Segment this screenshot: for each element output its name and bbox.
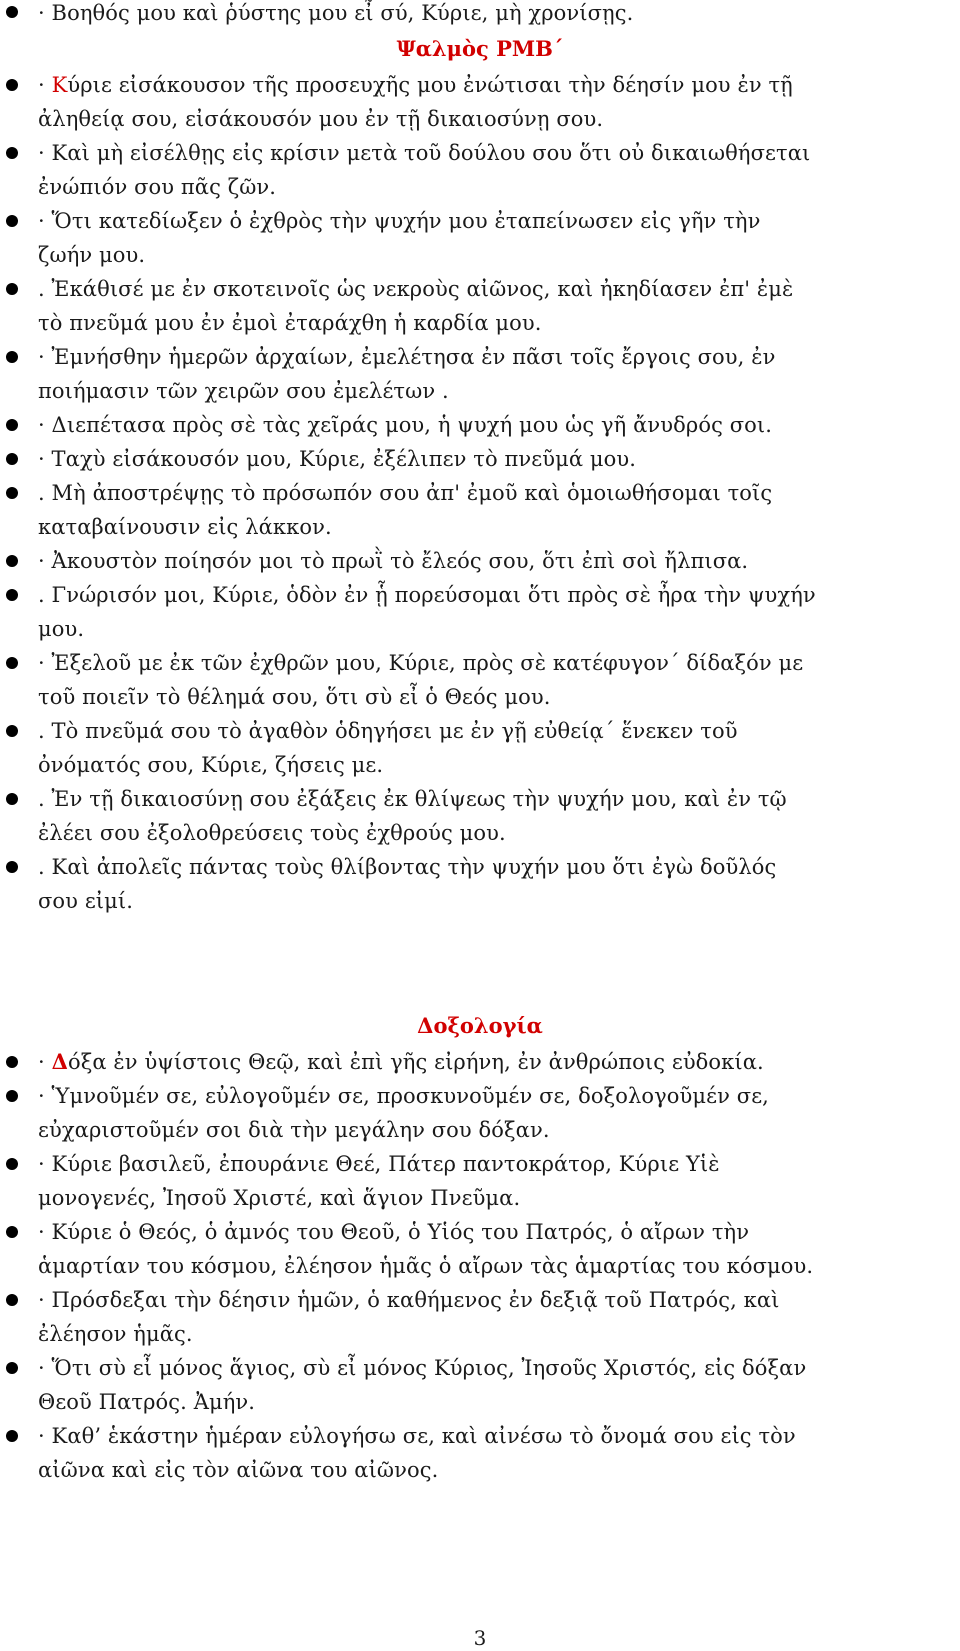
verse-line: · Ὑμνοῦμέν σε, εὐλογοῦμέν σε, προσκυνοῦμέν σε, δοξολογοῦμέν σε, <box>38 1084 769 1108</box>
list-item <box>38 646 958 714</box>
verse-line-continued: ἀληθείᾳ σου, εἰσάκουσόν μου ἐν τῇ δικαιοσύνῃ σου. <box>38 107 604 131</box>
list-item <box>38 408 958 442</box>
bullet-icon <box>6 1090 18 1102</box>
list-item <box>38 272 958 340</box>
verse-line: · Καὶ μὴ εἰσέλθῃς εἰς κρίσιν μετὰ τοῦ δούλου σου ὅτι οὐ δικαιωθήσεται <box>38 141 811 165</box>
verse-line-continued: τὸ πνεῦμά μου ἐν ἐμοὶ ἐταράχθη ἡ καρδία μου. <box>38 311 542 335</box>
verse-line-continued: μου. <box>38 617 85 641</box>
verse-line-continued: καταβαίνουσιν εἰς λάκκον. <box>38 515 332 539</box>
verse-line: · Ταχὺ εἰσάκουσόν μου, Κύριε, ἐξέλιπεν τὸ πνεῦμά μου. <box>38 447 637 471</box>
verse-line: · Καθ’ ἑκάστην ἡμέραν εὐλογήσω σε, καὶ αἰνέσω τὸ ὄνομά σου εἰς τὸν <box>38 1424 796 1448</box>
drop-cap: Δ <box>51 1049 68 1074</box>
bullet-icon <box>6 453 18 465</box>
bullet-icon <box>6 725 18 737</box>
list-item <box>38 476 958 544</box>
verse-line: · Κύριε εἰσάκουσον τῆς προσευχῆς μου ἐνώτισαι τὴν δέησίν μου ἐν τῇ <box>38 73 793 97</box>
list-item <box>38 136 958 204</box>
list-item <box>38 0 958 30</box>
verse-line: · Δόξα ἐν ὑψίστοις Θεῷ, καὶ ἐπὶ γῆς εἰρήνη, ἐν ἀνθρώποις εὐδοκία. <box>38 1049 764 1074</box>
list-item <box>38 1283 958 1351</box>
list-item <box>38 442 958 476</box>
list-item <box>38 1419 958 1487</box>
verse-line-continued: Θεοῦ Πατρός. Ἀμήν. <box>38 1390 256 1414</box>
bullet-icon <box>6 79 18 91</box>
bullet-icon <box>6 589 18 601</box>
psalm-verse-list <box>38 68 958 918</box>
list-item <box>38 68 958 136</box>
verse-line: . Τὸ πνεῦμά σου τὸ ἀγαθὸν ὁδηγήσει με ἐν γῇ εὐθείᾳ΄ ἕνεκεν τοῦ <box>38 719 738 743</box>
verse-line: · Ὅτι σὺ εἶ μόνος ἅγιος, σὺ εἶ μόνος Κύριος, Ἰησοῦς Χριστός, εἰς δόξαν <box>38 1356 807 1380</box>
list-item <box>38 1079 958 1147</box>
verse-line-continued: τοῦ ποιεῖν τὸ θέλημά σου, ὅτι σὺ εἶ ὁ Θεός μου. <box>38 685 551 709</box>
verse-line: · Ὅτι κατεδίωξεν ὁ ἐχθρὸς τὴν ψυχήν μου ἐταπείνωσεν εἰς γῆν τὴν <box>38 209 761 233</box>
bullet-icon <box>6 861 18 873</box>
list-item <box>38 544 958 578</box>
drop-cap: Κ <box>51 73 68 97</box>
bullet-icon <box>6 1362 18 1374</box>
verse-line: . Ἐκάθισέ με ἐν σκοτεινοῖς ὡς νεκροὺς αἰῶνος, καὶ ἠκηδίασεν ἐπ' ἐμὲ <box>38 277 794 301</box>
bullet-icon <box>6 555 18 567</box>
verse-line-continued: ἐλέει σου ἐξολοθρεύσεις τοὺς ἐχθρούς μου. <box>38 821 506 845</box>
verse-line-continued: ἁμαρτίαν του κόσμου, ἐλέησον ἡμᾶς ὁ αἴρων τὰς ἁμαρτίας του κόσμου. <box>38 1254 814 1278</box>
bullet-icon <box>6 1158 18 1170</box>
verse-line-continued: ἐνώπιόν σου πᾶς ζῶν. <box>38 175 277 199</box>
verse-line: . Γνώρισόν μοι, Κύριε, ὁδὸν ἐν ᾗ πορεύσομαι ὅτι πρὸς σὲ ἦρα τὴν ψυχήν <box>38 583 816 607</box>
list-item <box>38 850 958 918</box>
bullet-icon <box>6 793 18 805</box>
doxology-verse-list <box>38 1045 958 1487</box>
bullet-icon <box>6 215 18 227</box>
list-item <box>38 714 958 782</box>
bullet-icon <box>6 1294 18 1306</box>
verse-line-continued: ποιήμασιν τῶν χειρῶν σου ἐμελέτων . <box>38 379 449 403</box>
verse-line: . Μὴ ἀποστρέψῃς τὸ πρόσωπόν σου ἀπ' ἐμοῦ καὶ ὁμοιωθήσομαι τοῖς <box>38 481 773 505</box>
verse-line-continued: εὐχαριστοῦμέν σοι διὰ τὴν μεγάλην σου δόξαν. <box>38 1118 550 1142</box>
list-item <box>38 1147 958 1215</box>
bullet-icon <box>6 1226 18 1238</box>
bullet-icon <box>6 1056 18 1068</box>
bullet-icon <box>6 657 18 669</box>
bullet-icon <box>6 351 18 363</box>
verse-line-continued: σου εἰμί. <box>38 889 133 913</box>
verse-line-continued: ζωήν μου. <box>38 243 146 267</box>
verse-line: · Ἐξελοῦ με ἐκ τῶν ἐχθρῶν μου, Κύριε, πρὸς σὲ κατέφυγον΄ δίδαξόν με <box>38 651 804 675</box>
list-item <box>38 340 958 408</box>
verse-line: · Κύριε βασιλεῦ, ἐπουράνιε Θεέ, Πάτερ παντοκράτορ, Κύριε Υἱὲ <box>38 1152 720 1176</box>
list-item <box>38 204 958 272</box>
list-item <box>38 782 958 850</box>
verse-line: · Κύριε ὁ Θεός, ὁ ἀμνός του Θεοῦ, ὁ Υἱός του Πατρός, ὁ αἴρων τὴν <box>38 1220 750 1244</box>
verse-line-continued: μονογενές, Ἰησοῦ Χριστέ, καὶ ἅγιον Πνεῦμα. <box>38 1186 521 1210</box>
verse-line-continued: ἐλέησον ἡμᾶς. <box>38 1322 193 1346</box>
verse-line: · Πρόσδεξαι τὴν δέησιν ἡμῶν, ὁ καθήμενος ἐν δεξιᾷ τοῦ Πατρός, καὶ <box>38 1288 780 1312</box>
bullet-icon <box>6 147 18 159</box>
bullet-icon <box>6 487 18 499</box>
bullet-icon <box>6 1430 18 1442</box>
verse-line-continued: ὀνόματός σου, Κύριε, ζήσεις με. <box>38 753 384 777</box>
list-item <box>38 578 958 646</box>
verse-line: . Ἐν τῇ δικαιοσύνῃ σου ἐξάξεις ἐκ θλίψεως τὴν ψυχήν μου, καὶ ἐν τῷ <box>38 787 787 811</box>
verse-line: · Βοηθός μου καὶ ῥύστης μου εἶ σύ, Κύριε, μὴ χρονίσῃς. <box>38 1 634 25</box>
verse-line: · Διεπέτασα πρὸς σὲ τὰς χεῖράς μου, ἡ ψυχή μου ὡς γῆ ἄνυδρός σοι. <box>38 413 772 437</box>
verse-line-continued: αἰῶνα καὶ εἰς τὸν αἰῶνα του αἰῶνος. <box>38 1458 439 1482</box>
verse-list-top <box>38 0 958 30</box>
verse-line: · Ἀκουστὸν ποίησόν μοι τὸ πρωῒ τὸ ἔλεός σου, ὅτι ἐπὶ σοὶ ἤλπισα. <box>38 549 749 573</box>
psalm-heading: Ψαλμὸς ΡΜΒ΄ <box>396 36 564 61</box>
page-number: 3 <box>473 1626 487 1650</box>
list-item <box>38 1351 958 1419</box>
bullet-icon <box>6 419 18 431</box>
bullet-icon <box>6 283 18 295</box>
verse-line: · Ἐμνήσθην ἡμερῶν ἀρχαίων, ἐμελέτησα ἐν πᾶσι τοῖς ἔργοις σου, ἐν <box>38 345 776 369</box>
verse-line: . Καὶ ἀπολεῖς πάντας τοὺς θλίβοντας τὴν ψυχήν μου ὅτι ἐγὼ δοῦλός <box>38 855 777 879</box>
list-item <box>38 1045 958 1079</box>
bullet-icon <box>6 6 18 18</box>
list-item <box>38 1215 958 1283</box>
doxology-heading: Δοξολογία <box>417 1013 543 1038</box>
